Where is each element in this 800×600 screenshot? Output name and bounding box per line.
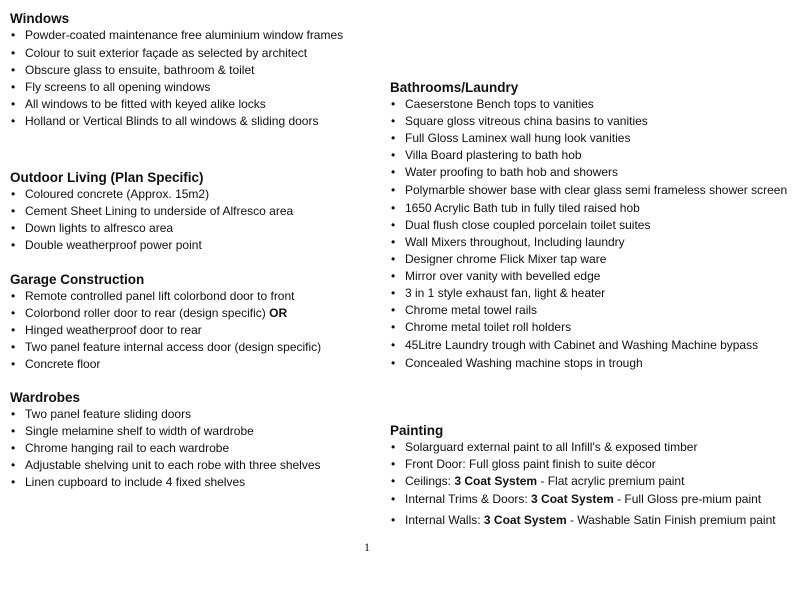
list-item (390, 514, 790, 527)
list-item: • Hinged weatherproof door to rear (10, 324, 375, 337)
list-item: • Water proofing to bath hob and showers (390, 166, 790, 179)
list-garage-construction (10, 290, 375, 371)
list-item: • Polymarble shower base with clear glass semi frameless shower screen (390, 184, 790, 197)
page-number: 1 (364, 540, 370, 554)
heading-painting: Painting (390, 423, 444, 438)
heading-bathrooms-laundry: Bathrooms/Laundry (390, 80, 519, 95)
section-bathrooms-laundry (390, 79, 790, 374)
list-item: • Single melamine shelf to width of wardrobe (10, 425, 375, 438)
list-item: • All windows to be fitted with keyed alike locks (10, 98, 375, 111)
list-item-text: - Full Gloss pre-mium paint (613, 492, 762, 506)
section-painting (390, 422, 790, 531)
list-item: • Down lights to alfresco area (10, 222, 375, 235)
list-item-emphasis: OR (269, 306, 288, 320)
list-item: • Cement Sheet Lining to underside of Alfresco area (10, 205, 375, 218)
list-item: • Obscure glass to ensuite, bathroom & toilet (10, 64, 375, 77)
heading-wardrobes: Wardrobes (10, 390, 81, 405)
list-item: • 45Litre Laundry trough with Cabinet and Washing Machine bypass (390, 339, 790, 352)
list-item-text: Internal Trims & Doors: (405, 492, 532, 506)
list-item: • Caeserstone Bench tops to vanities (390, 98, 790, 111)
list-bathrooms-laundry (390, 98, 790, 370)
list-item: • Holland or Vertical Blinds to all windows & sliding doors (10, 115, 375, 128)
section-windows (10, 10, 375, 132)
list-item: • Concealed Washing machine stops in trough (390, 357, 790, 370)
list-item: • Two panel feature internal access door (design specific) (10, 341, 375, 354)
list-item: • Fly screens to all opening windows (10, 81, 375, 94)
list-item: • Two panel feature sliding doors (10, 408, 375, 421)
list-item: • Front Door: Full gloss paint finish to suite décor (390, 458, 790, 471)
list-item-emphasis: 3 Coat System (454, 474, 538, 488)
list-outdoor-living (10, 188, 375, 252)
list-wardrobes (10, 408, 375, 489)
list-item: • Villa Board plastering to bath hob (390, 149, 790, 162)
list-item: • Chrome metal towel rails (390, 304, 790, 317)
list-windows (10, 29, 375, 128)
list-item: • Chrome metal toilet roll holders (390, 321, 790, 334)
list-item-text: Internal Walls: (405, 513, 484, 527)
list-item: • Double weatherproof power point (10, 239, 375, 252)
heading-garage-construction: Garage Construction (10, 272, 145, 287)
list-item: • Dual flush close coupled porcelain toilet suites (390, 219, 790, 232)
list-item: • Designer chrome Flick Mixer tap ware (390, 253, 790, 266)
list-item: • Mirror over vanity with bevelled edge (390, 270, 790, 283)
list-item: • Concrete floor (10, 358, 375, 371)
section-garage-construction (10, 271, 375, 375)
list-item: • Linen cupboard to include 4 fixed shelves (10, 476, 375, 489)
list-item-emphasis: 3 Coat System (531, 492, 614, 506)
list-item: • Solarguard external paint to all Infill's & exposed timber (390, 441, 790, 454)
list-item-emphasis: 3 Coat System (483, 513, 567, 527)
section-wardrobes (10, 389, 375, 493)
list-item-text: - Washable Satin Finish premium paint (566, 513, 776, 527)
list-item: • Square gloss vitreous china basins to vanities (390, 115, 790, 128)
list-item-text: Ceilings: (405, 474, 455, 488)
list-item: • Chrome hanging rail to each wardrobe (10, 442, 375, 455)
list-painting (390, 441, 790, 527)
list-item: • Coloured concrete (Approx. 15m2) (10, 188, 375, 201)
list-item: • Colour to suit exterior façade as selected by architect (10, 47, 375, 60)
list-item-text: - Flat acrylic premium paint (537, 474, 685, 488)
list-item: • Remote controlled panel lift colorbond door to front (10, 290, 375, 303)
list-item: • Powder-coated maintenance free aluminium window frames (10, 29, 375, 42)
list-item-text: Colorbond roller door to rear (design specific) (25, 306, 270, 320)
heading-windows: Windows (10, 11, 70, 26)
list-item: • Adjustable shelving unit to each robe with three shelves (10, 459, 375, 472)
list-item (390, 475, 790, 488)
heading-outdoor-living: Outdoor Living (Plan Specific) (10, 170, 204, 185)
section-outdoor-living (10, 169, 375, 256)
list-item: • 1650 Acrylic Bath tub in fully tiled raised hob (390, 202, 790, 215)
list-item: • Wall Mixers throughout, Including laundry (390, 236, 790, 249)
list-item (390, 493, 790, 506)
list-item: • Full Gloss Laminex wall hung look vanities (390, 132, 790, 145)
list-item (10, 307, 375, 320)
list-item: • 3 in 1 style exhaust fan, light & heater (390, 287, 790, 300)
